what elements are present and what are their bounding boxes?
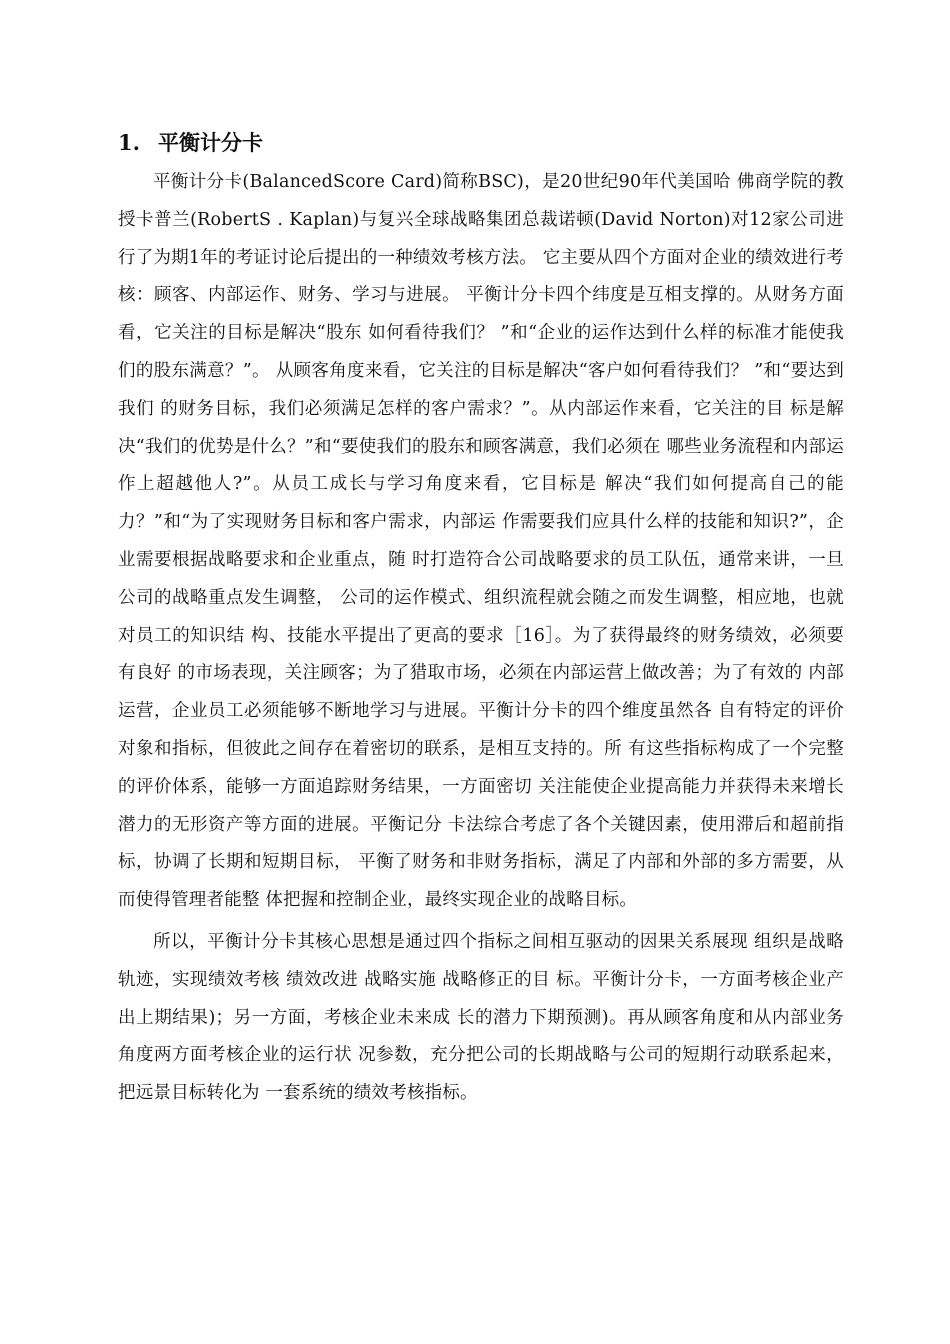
section-title: 平衡计分卡	[158, 130, 263, 155]
section-number: 1.	[118, 130, 140, 155]
body-paragraph-2: 所以，平衡计分卡其核心思想是通过四个指标之间相互驱动的因果关系展现 组织是战略轨迹，实现绩效考核 绩效改进 战略实施 战略修正的目 标。平衡计分卡，一方面考核企业产出上期结果)；另一方面，考核企业未来成 长的潜力下期预测)。再从顾客角度和从内部业务角度两方面考核企业的运行状 况参数，充分把公司的长期战略与公司的短期行动联系起来，把远景目标转化为 一套系统的绩效考核指标。	[118, 931, 844, 1104]
section-heading	[118, 124, 844, 162]
document-page	[118, 124, 844, 1113]
body-paragraph-1: 平衡计分卡(BalancedScore Card)简称BSC)，是20世纪90年代美国哈 佛商学院的教授卡普兰(RobertS . Kaplan)与复兴全球战略集团总裁诺顿(David Norton)对12家公司进行了为期1年的考证讨论后提出的一种绩效考核方法。 它主要从四个方面对企业的绩效进行考核：顾客、内部运作、财务、学习与进展。 平衡计分卡四个纬度是互相支撑的。从财务方面看，它关注的目标是解决“股东 如何看待我们？ ”和“企业的运作达到什么样的标准才能使我们的股东满意？”。 从顾客角度来看，它关注的目标是解决“客户如何看待我们？ ”和“要达到我们 的财务目标，我们必须满足怎样的客户需求？”。从内部运作来看，它关注的目 标是解决“我们的优势是什么？”和“要使我们的股东和顾客满意，我们必须在 哪些业务流程和内部运作上超越他人?”。从员工成长与学习角度来看，它目标是 解决“我们如何提高自己的能力？”和“为了实现财务目标和客户需求，内部运 作需要我们应具什么样的技能和知识?”，企业需要根据战略要求和企业重点，随 时打造符合公司战略要求的员工队伍，通常来讲，一旦公司的战略重点发生调整， 公司的运作模式、组织流程就会随之而发生调整，相应地，也就对员工的知识结 构、技能水平提出了更高的要求［16］。为了获得最终的财务绩效，必须要有良好 的市场表现，关注顾客；为了猎取市场，必须在内部运营上做改善；为了有效的 内部运营，企业员工必须能够不断地学习与进展。平衡计分卡的四个维度虽然各 自有特定的评价对象和指标，但彼此之间存在着密切的联系，是相互支持的。所 有这些指标构成了一个完整的评价体系，能够一方面追踪财务结果，一方面密切 关注能使企业提高能力并获得未来增长潜力的无形资产等方面的进展。平衡记分 卡法综合考虑了各个关键因素，使用滞后和超前指标，协调了长期和短期目标， 平衡了财务和非财务指标，满足了内部和外部的多方需要，从而使得管理者能整 体把握和控制企业，最终实现企业的战略目标。	[118, 172, 844, 911]
